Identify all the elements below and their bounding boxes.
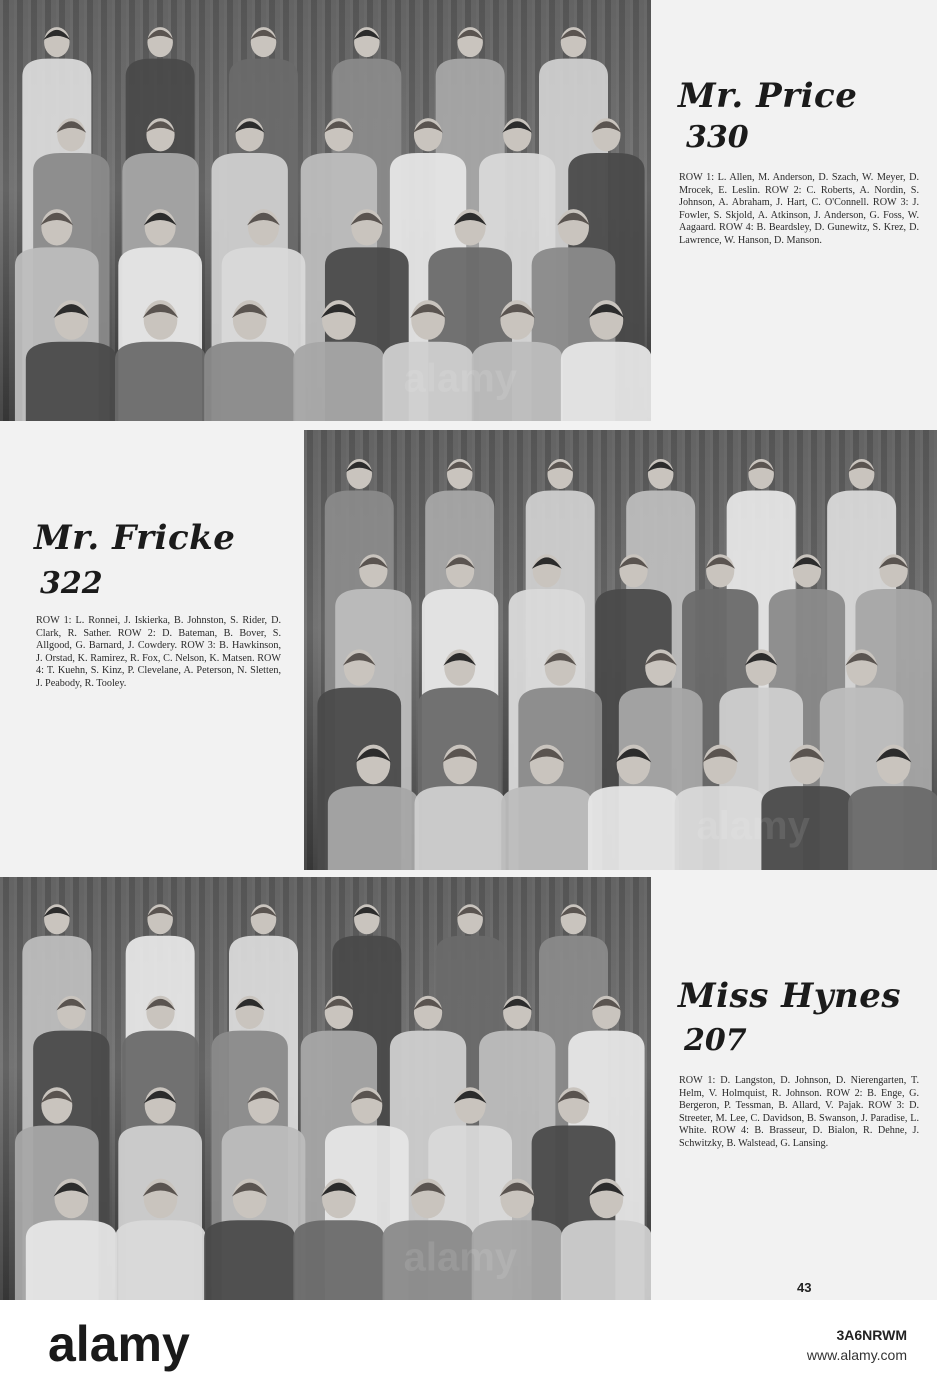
class-roster-caption: ROW 1: L. Allen, M. Anderson, D. Szach, W. Meyer, D. Mrocek, E. Leslin. ROW 2: C. Roberts, A. Nordin, S. Johnson, A. Abraham, J. Hart, C. O'Connell. ROW 3: J. Fowler, S. Skjold, A. Atkinson, J. Anderson, G. Foss, W. Aagaard. ROW 4: B. Beardsley, D. Gunewitz, S. Krez, D. Lawrence, W. Hanson, D. Manson.: [679, 172, 919, 246]
students-silhouettes: [0, 0, 651, 421]
class-photo-hynes: [0, 877, 651, 1300]
teacher-name: Mr. Fricke: [34, 518, 236, 558]
students-silhouettes: [0, 877, 651, 1300]
watermark-url: www.alamy.com: [806, 1347, 907, 1363]
alamy-logo: [48, 1317, 288, 1373]
watermark-overlay-text: alamy: [403, 356, 518, 401]
page-number: 43: [797, 1280, 812, 1295]
students-silhouettes: [304, 430, 937, 870]
room-number: 207: [684, 1023, 747, 1058]
svg-text:alamy: alamy: [48, 1317, 190, 1372]
image-id: 3A6NRWM: [836, 1327, 907, 1343]
class-photo-fricke: [304, 430, 937, 870]
watermark-info: [807, 1325, 907, 1365]
class-roster-caption: ROW 1: D. Langston, D. Johnson, D. Nierengarten, T. Helm, V. Holmquist, R. Johnson. ROW 2: B. Enge, G. Bergeron, P. Tessman, B. Allard, V. Pajak. ROW 3: D. Streeter, M. Lee, C. Davidson, B. Swanson, J. Paradise, L. White. ROW 4: B. Brasseur, D. Bialon, R. Dehne, J. Schwitzky, B. Walstead, G. Lansing.: [679, 1075, 919, 1149]
teacher-name: Miss Hynes: [678, 976, 902, 1016]
watermark-overlay-text: alamy: [403, 1235, 518, 1280]
class-photo-price: [0, 0, 651, 421]
room-number: 330: [686, 120, 749, 155]
watermark-bar: [0, 1300, 937, 1390]
teacher-name: Mr. Price: [678, 76, 858, 116]
class-roster-caption: ROW 1: L. Ronnei, J. Iskierka, B. Johnston, S. Rider, D. Clark, R. Sather. ROW 2: D. Bateman, B. Bover, S. Allgood, G. Barnard, J. Cowdery. ROW 3: B. Hawkinson, J. Orstad, K. Ramirez, R. Fox, C. Nelson, K. Matsen. ROW 4: T. Kuehn, S. Kinz, P. Clevelane, A. Peterson, N. Sletten, J. Peabody, R. Tooley.: [36, 615, 281, 689]
room-number: 322: [40, 566, 103, 601]
watermark-overlay-text: alamy: [696, 804, 810, 849]
